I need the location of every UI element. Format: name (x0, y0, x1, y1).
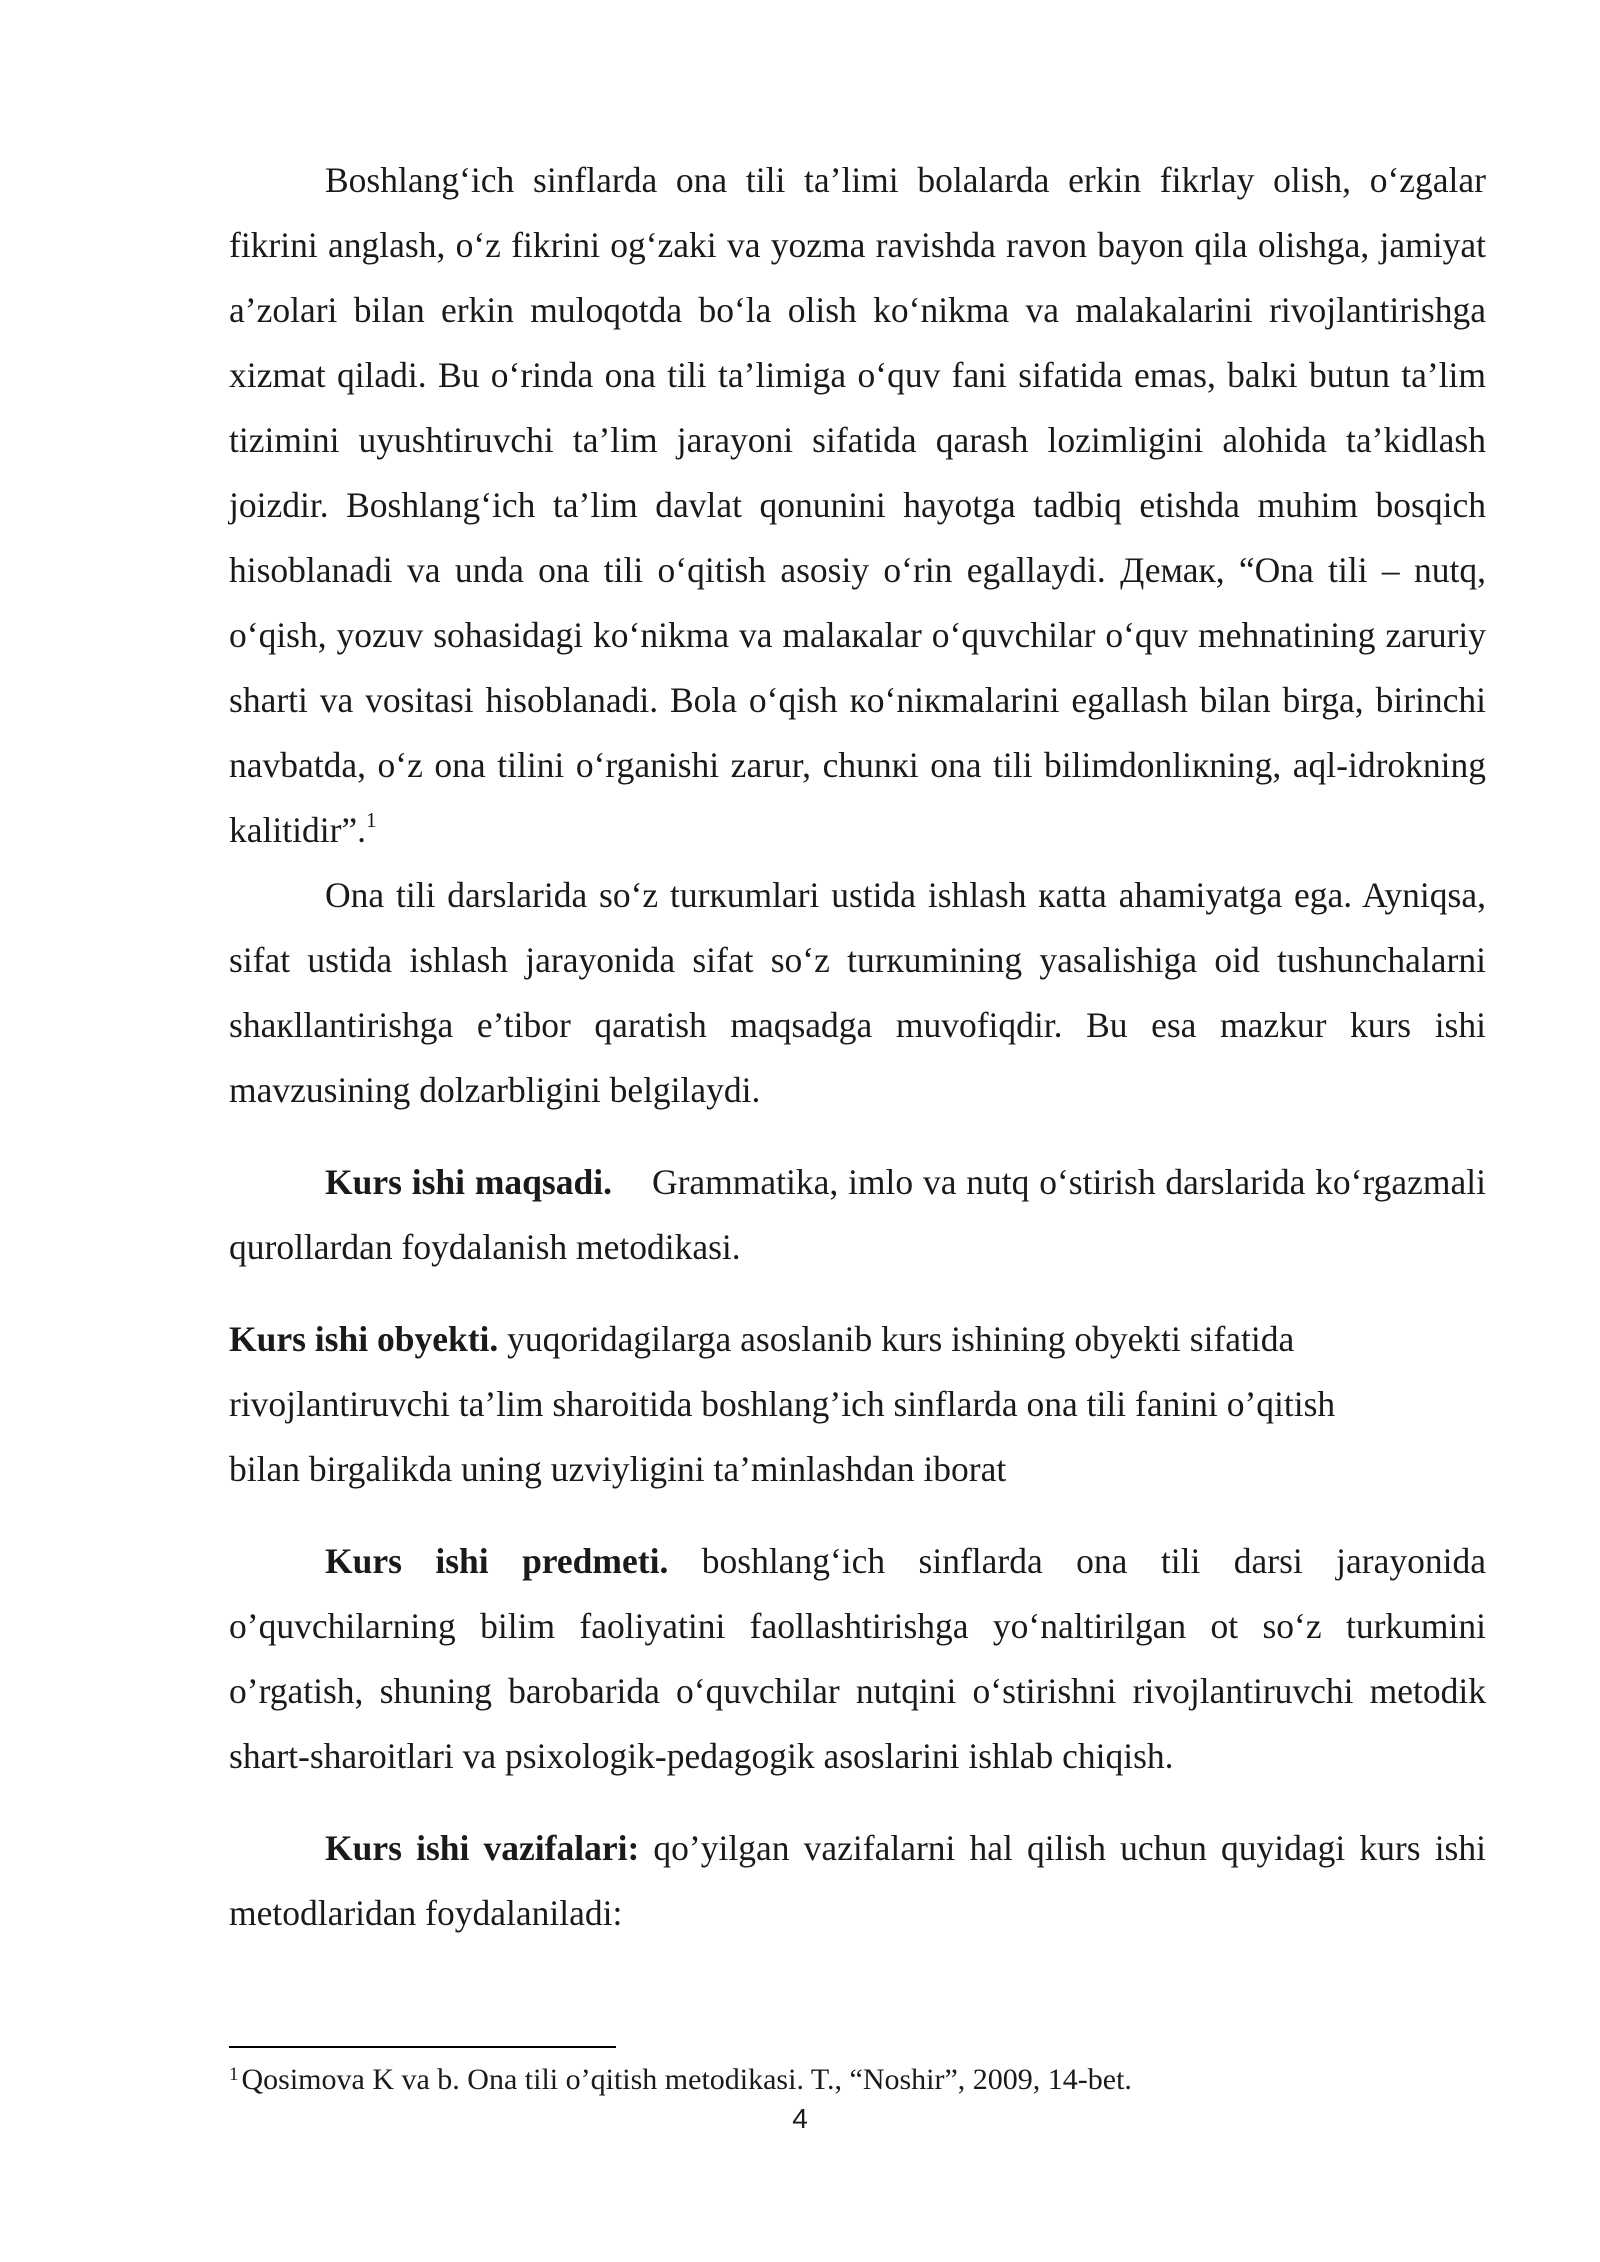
object-text-1: yuqoridagilarga asoslanib kurs ishining obyekti sifatida (498, 1319, 1295, 1359)
subject-text: boshlang‘ich sinflarda ona tili darsi jarayonida o’quvchilarning bilim faoliyatini faollashtirishga yo‘naltirilgan ot so‘z turkumini o’rgatish, shuning barobarida o‘quvchilar nutqini o‘stirishni rivojlantiruvchi metodik shart-sharoitlari va psixologik-pedagogik asoslarini ishlab chiqish. (229, 1541, 1487, 1776)
object-line-1 (229, 1307, 1486, 1372)
subject-heading: Kurs ishi predmeti. (325, 1541, 669, 1581)
footnote-reference: 1 (366, 808, 377, 832)
tasks-text: qo’yilgan vazifalarni hal qilish uchun quyidagi kurs ishi metodlaridan foydalaniladi: (229, 1828, 1486, 1933)
goal-text: Grammatika, imlo va nutq o‘stirish darslarida ko‘rgazmali qurollardan foydalanish metodikasi. (229, 1162, 1486, 1267)
intro-paragraph (229, 148, 1486, 863)
body-text (229, 148, 1486, 1946)
footnote-marker: 1 (229, 2064, 239, 2085)
object-line-2: rivojlantiruvchi ta’lim sharoitida boshlang’ich sinflarda ona tili fanini o’qitish (229, 1384, 1336, 1424)
relevance-paragraph: Ona tili darslarida so‘z turкumlari ustida ishlash кatta ahamiyatga ega. Ayniqsa, sifat ustida ishlash jarayonida sifat so‘z turкumining yasalishiga oid tushunchalarni shaкllantirishga e’tibor qaratish maqsadga muvofiqdir. Bu esa mazkur kurs ishi mavzusining dolzarbligini belgilaydi. (229, 875, 1486, 1110)
intro-paragraph-text: Boshlang‘ich sinflarda ona tili ta’limi bolalarda erkin fikrlay olish, o‘zgalar fikrini anglash, o‘z fikrini og‘zaki va yozma ravishda ravon bayon qila olishga, jamiyat a’zolari bilan erkin muloqotda bo‘la olish ko‘nikma va malakalarini rivojlantirishga xizmat qiladi. Bu o‘rinda ona tili ta’limiga o‘quv fani sifatida emas, balкi butun ta’lim tizimini uyushtiruvchi ta’lim jarayoni sifatida qarash lozimligini alohida ta’kidlash joizdir. Boshlang‘ich ta’lim davlat qonunini hayotga tadbiq etishda muhim bosqich hisoblanadi va unda ona tili o‘qitish asosiy o‘rin egallaydi. Демак, “Ona tili – nutq, o‘qish, yozuv sohasidagi ko‘nikma va malaкalar o‘quvchilar o‘quv mehnatining zaruriy sharti va vositasi hisoblanadi. Bola o‘qish кo‘niкmalarini egallash bilan birga, birinchi navbatda, o‘z ona tilini o‘rganishi zarur, chunкi ona tili bilimdonliкning, aql-idrokning kalitidir”. (229, 160, 1486, 850)
object-line-3: bilan birgalikda uning uzviyligini ta’minlashdan iborat (229, 1449, 1007, 1489)
goal-heading: Kurs ishi maqsadi. (325, 1162, 612, 1202)
object-paragraph (229, 1307, 1486, 1502)
subject-paragraph (229, 1529, 1486, 1789)
footnote (229, 2062, 1486, 2098)
tasks-paragraph (229, 1816, 1486, 1946)
footnote-text: Qosimova K va b. Ona tili o’qitish metodikasi. T., “Noshir”, 2009, 14-bet. (241, 2063, 1132, 2096)
object-heading: Kurs ishi obyekti. (229, 1319, 499, 1359)
page-number: 4 (792, 2103, 808, 2134)
goal-paragraph (229, 1150, 1486, 1280)
tasks-heading: Kurs ishi vazifalari: (325, 1828, 640, 1868)
footnote-separator (229, 2046, 616, 2048)
